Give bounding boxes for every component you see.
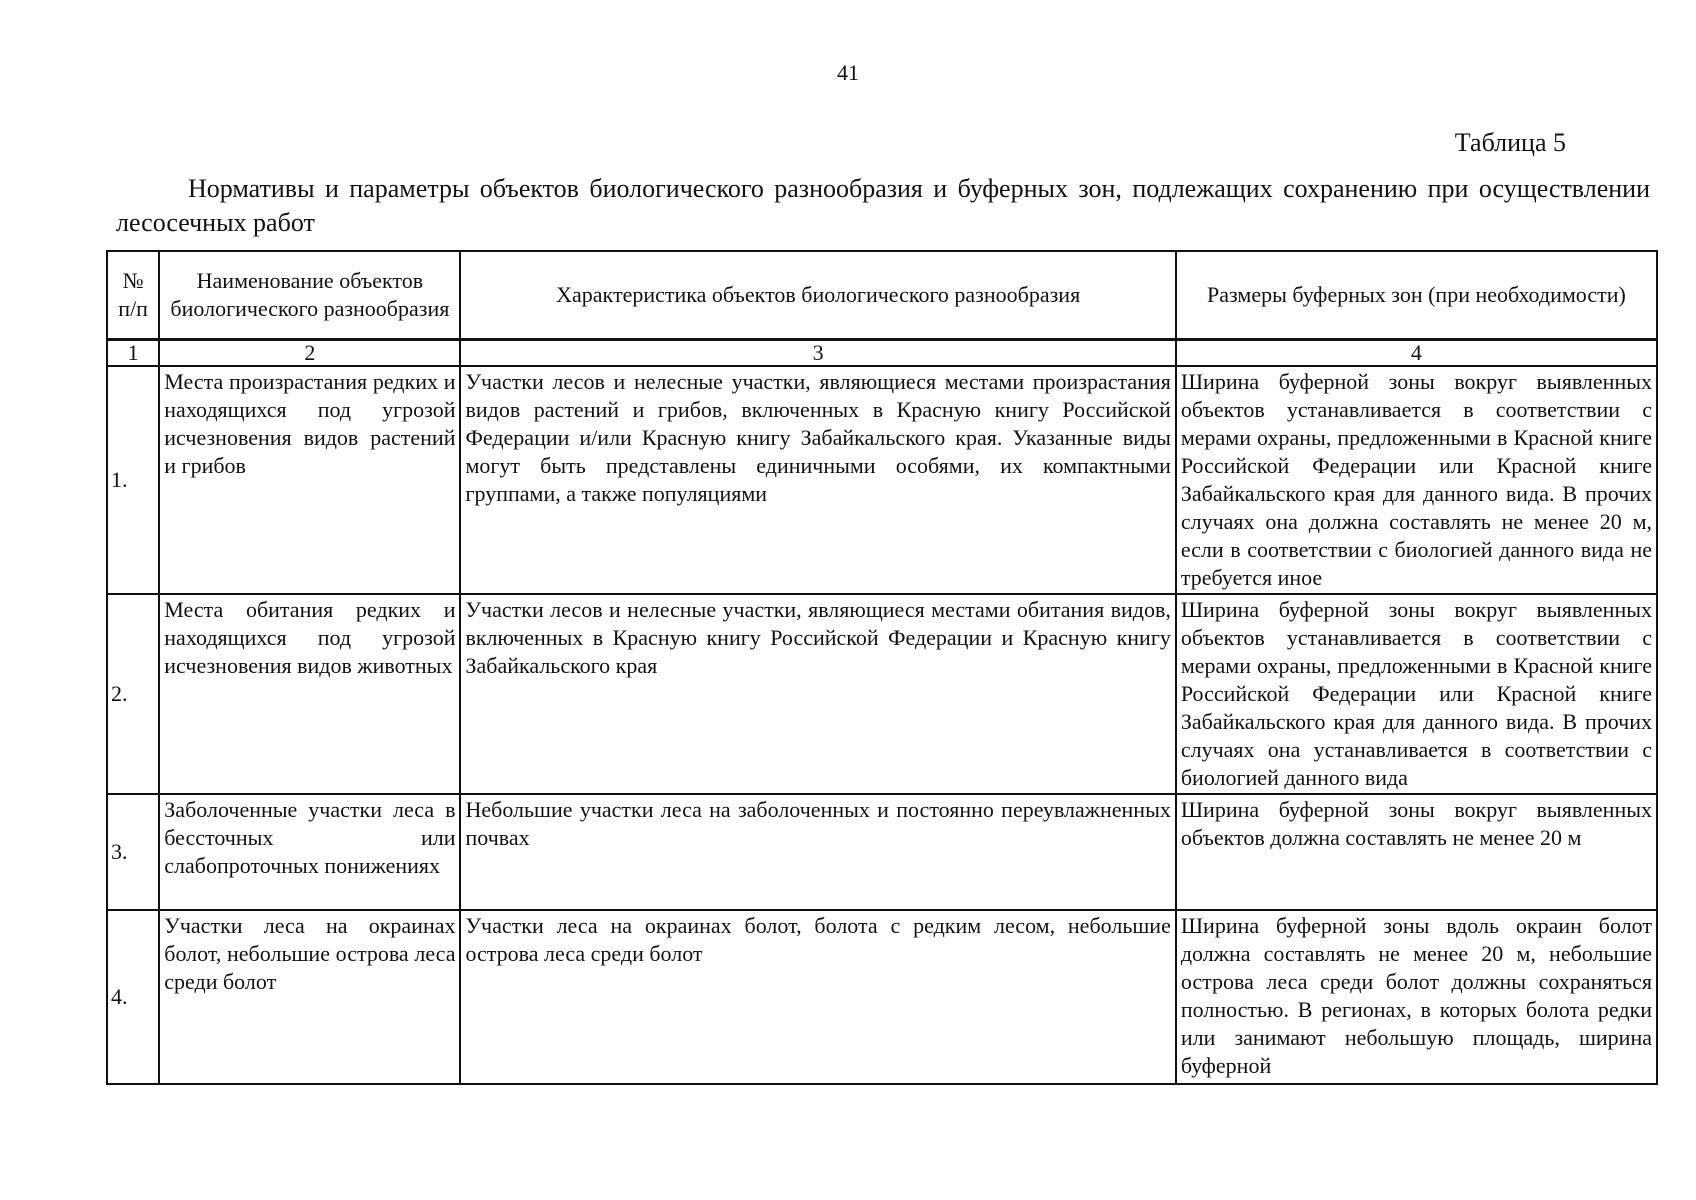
table-row <box>107 794 1657 910</box>
column-number: 3 <box>460 340 1175 367</box>
row-number: 2. <box>107 594 159 794</box>
table-row <box>107 594 1657 794</box>
column-number: 2 <box>159 340 460 367</box>
row-number: 3. <box>107 794 159 910</box>
row-number: 1. <box>107 366 159 594</box>
column-number: 1 <box>107 340 159 367</box>
header-object-name: Наименование объектов биологического разнообразия <box>159 251 460 340</box>
buffer-size-text: Ширина буферной зоны вдоль окраин болот должна составлять не менее 20 м, небольшие острова леса среди болот должны сохраняться полностью. В регионах, в которых болота редки или занимают небольшую площадь, ширина буферной <box>1180 913 1652 1078</box>
header-characteristic: Характеристика объектов биологического разнообразия <box>460 251 1175 340</box>
document-title: Нормативы и параметры объектов биологического разнообразия и буферных зон, подлежащих сохранению при осуществлении лесосечных работ <box>116 174 1650 237</box>
object-name-cell: Места обитания редких и находящихся под угрозой исчезновения видов животных <box>159 594 460 794</box>
row-number: 4. <box>107 910 159 1084</box>
table-row <box>107 366 1657 594</box>
object-name-cell: Участки леса на окраинах болот, небольшие острова леса среди болот <box>159 910 460 1084</box>
characteristic-cell: Участки лесов и нелесные участки, являющиеся местами обитания видов, включенных в Красную книгу Российской Федерации и Красную книгу Забайкальского края <box>460 594 1175 794</box>
header-buffer-size: Размеры буферных зон (при необходимости) <box>1176 251 1657 340</box>
norms-table <box>106 250 1658 1085</box>
buffer-size-cell: Ширина буферной зоны вокруг выявленных объектов должна составлять не менее 20 м <box>1176 794 1657 910</box>
column-number-row <box>107 340 1657 367</box>
table-header-row <box>107 251 1657 340</box>
buffer-size-cell: Ширина буферной зоны вокруг выявленных объектов устанавливается в соответствии с мерами охраны, предложенными в Красной книге Российской Федерации или Красной книге Забайкальского края для данного вида. В прочих случаях она должна составлять не менее 20 м, если в соответствии с биологией данного вида не требуется иное <box>1176 366 1657 594</box>
header-number: № п/п <box>107 251 159 340</box>
object-name-cell: Заболоченные участки леса в бессточных или слабопроточных понижениях <box>159 794 460 910</box>
object-name-cell: Места произрастания редких и находящихся под угрозой исчезновения видов растений и грибов <box>159 366 460 594</box>
buffer-size-cell <box>1176 910 1657 1084</box>
page-number: 41 <box>837 60 859 85</box>
characteristic-cell: Участки леса на окраинах болот, болота с редким лесом, небольшие острова леса среди болот <box>460 910 1175 1084</box>
characteristic-cell: Небольшие участки леса на заболоченных и постоянно переувлажненных почвах <box>460 794 1175 910</box>
table-label: Таблица 5 <box>1454 128 1566 157</box>
buffer-size-cell: Ширина буферной зоны вокруг выявленных объектов устанавливается в соответствии с мерами охраны, предложенными в Красной книге Российской Федерации или Красной книге Забайкальского края для данного вида. В прочих случаях она устанавливается в соответствии с биологией данного вида <box>1176 594 1657 794</box>
table-row <box>107 910 1657 1084</box>
column-number: 4 <box>1176 340 1657 367</box>
characteristic-cell: Участки лесов и нелесные участки, являющиеся местами произрастания видов растений и грибов, включенных в Красную книгу Российской Федерации и/или Красную книгу Забайкальского края. Указанные виды могут быть представлены единичными особями, их компактными группами, а также популяциями <box>460 366 1175 594</box>
